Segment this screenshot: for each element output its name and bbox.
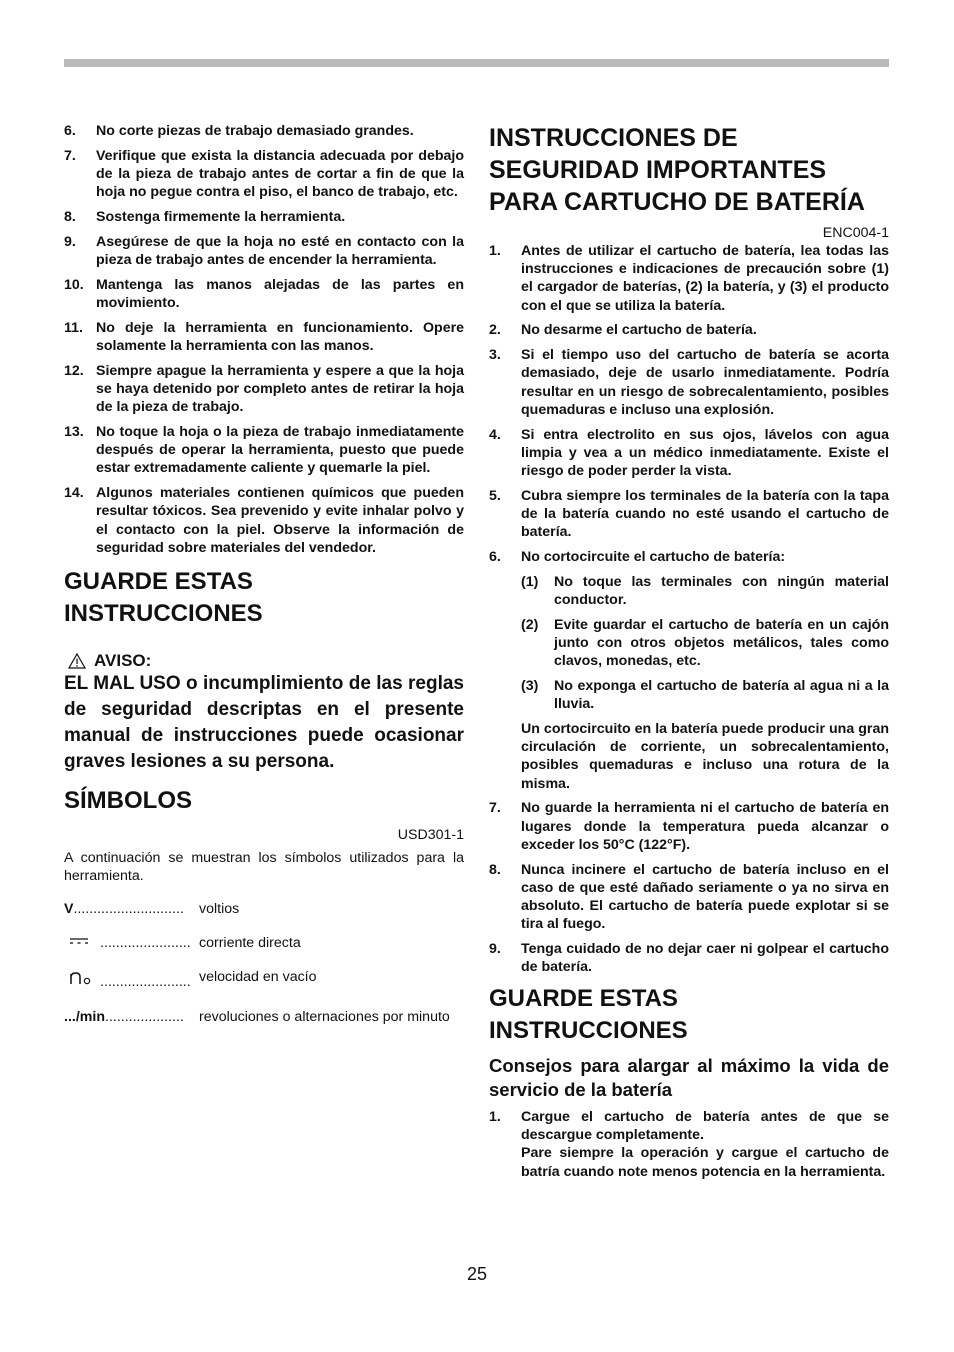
simbolos-code: USD301-1 (397, 826, 464, 843)
list-item: 3. Si el tiempo uso del cartucho de batería se acorta demasiado, deje de usarlo inmediatamente. Podría resultar en un riesgo de sobrecalentamiento, posibles quemaduras e incluso una explosión. (489, 347, 889, 418)
left-column (64, 122, 464, 1026)
list-item: 5. Cubra siempre los terminales de la batería con la tapa de la batería cuando no esté usando el cartucho de batería. (489, 487, 889, 541)
direct-current-icon (68, 935, 90, 947)
header-rule (64, 59, 889, 67)
warning-text: EL MAL USO o incumplimiento de las reglas de seguridad descriptas en el presente manual de instrucciones puede ocasionar graves lesiones a su persona. (64, 673, 464, 773)
warning-label: AVISO: (64, 651, 464, 671)
battery-tips-list (489, 1108, 889, 1181)
symbol-row: ....................... corriente directa (64, 934, 464, 952)
no-load-speed-icon (68, 968, 94, 986)
battery-safety-list-continued (489, 799, 889, 976)
short-circuit-sublist (521, 573, 889, 714)
list-item: 12. Siempre apague la herramienta y espere a que la hoja se haya detenido por completo antes de retirar la hoja de la pieza de trabajo. (64, 362, 464, 416)
list-item: (2) Evite guardar el cartucho de batería en un cajón junto con otros objetos metálicos, tales como clavos, monedas, etc. (521, 616, 889, 670)
list-item: 7. No guarde la herramienta ni el cartucho de batería en lugares donde la temperatura pueda alcanzar o exceder los 50°C (122°F). (489, 800, 889, 853)
list-item: 13. No toque la hoja o la pieza de trabajo inmediatamente después de operar la herramienta, puesto que puede estar extremadamente caliente y quemarle la piel. (64, 424, 464, 477)
list-item: 2. No desarme el cartucho de batería. (489, 322, 757, 339)
list-item: 8. Nunca incinere el cartucho de batería incluso en el caso de que esté dañado seriamente o ya no sirva en absoluto. El cartucho de batería puede explotar si se tira al fuego. (489, 861, 889, 933)
symbol-row: .../min .................... revoluciones o alternaciones por minuto (64, 1008, 450, 1025)
list-item: 8. Sostenga firmemente la herramienta. (64, 209, 346, 225)
short-circuit-note: Un cortocircuito en la batería puede producir una gran circulación de corriente, un sobrecalentamiento, posibles quemaduras e incluso una rotura de la misma. (521, 721, 889, 792)
page-number: 25 (466, 1264, 488, 1284)
symbols-table (64, 900, 464, 1026)
list-item: 9. Tenga cuidado de no dejar caer ni golpear el cartucho de batería. (489, 941, 889, 976)
guarde-heading-right: GUARDE ESTAS INSTRUCCIONES (489, 985, 688, 1044)
right-column (489, 122, 889, 1187)
battery-safety-heading: INSTRUCCIONES DE SEGURIDAD IMPORTANTES PARA CARTUCHO DE BATERÍA (489, 124, 865, 216)
battery-safety-list (489, 242, 889, 566)
list-item: 7. Verifique que exista la distancia adecuada por debajo de la pieza de trabajo antes de cortar a fin de que la hoja no pegue contra el piso, el banco de trabajo, etc. (64, 147, 464, 201)
list-item: 9. Asegúrese de que la hoja no esté en contacto con la pieza de trabajo antes de encender la herramienta. (64, 233, 464, 268)
list-item: 6. No cortocircuite el cartucho de batería: (489, 549, 786, 566)
list-item: (1) No toque las terminales con ningún material conductor. (521, 573, 889, 609)
safety-list-left (64, 122, 464, 557)
symbol-row: ....................... velocidad en vacío (64, 968, 464, 991)
list-item: 1. Antes de utilizar el cartucho de batería, lea todas las instrucciones e indicaciones de precaución sobre (1) el cargador de baterías, (2) la batería, y (3) el producto con el que se utiliza la batería. (489, 243, 889, 314)
symbol-row: V ............................ voltios (64, 900, 240, 917)
battery-tips-heading: Consejos para alargar al máximo la vida de servicio de la batería (489, 1055, 889, 1101)
list-item: 14. Algunos materiales contienen químicos que pueden resultar tóxicos. Sea prevenido y evite inhalar polvo y el contacto con la piel. Observe la información de seguridad sobre materiales del vendedor. (64, 485, 464, 556)
warning-triangle-icon (68, 653, 86, 669)
list-item: 6. No corte piezas de trabajo demasiado grandes. (64, 123, 414, 139)
simbolos-intro: A continuación se muestran los símbolos utilizados para la herramienta. (64, 849, 464, 884)
battery-code: ENC004-1 (822, 225, 889, 241)
list-item: 10. Mantenga las manos alejadas de las partes en movimiento. (64, 276, 464, 311)
list-item: 1. Cargue el cartucho de batería antes de que se descargue completamente. Pare siempre la operación y cargue el cartucho de batría cuando note menos potencia en la herramienta. (489, 1109, 889, 1180)
simbolos-heading: SÍMBOLOS (64, 787, 193, 815)
guarde-heading-left: GUARDE ESTAS INSTRUCCIONES (64, 568, 263, 627)
list-item: (3) No exponga el cartucho de batería al agua ni a la lluvia. (521, 678, 889, 713)
list-item: 11. No deje la herramienta en funcionamiento. Opere solamente la herramienta con las manos. (64, 319, 464, 354)
list-item: 4. Si entra electrolito en sus ojos, lávelos con agua limpia y vea a un médico inmediatamente. Existe el riesgo de poder perder la vista. (489, 426, 889, 480)
